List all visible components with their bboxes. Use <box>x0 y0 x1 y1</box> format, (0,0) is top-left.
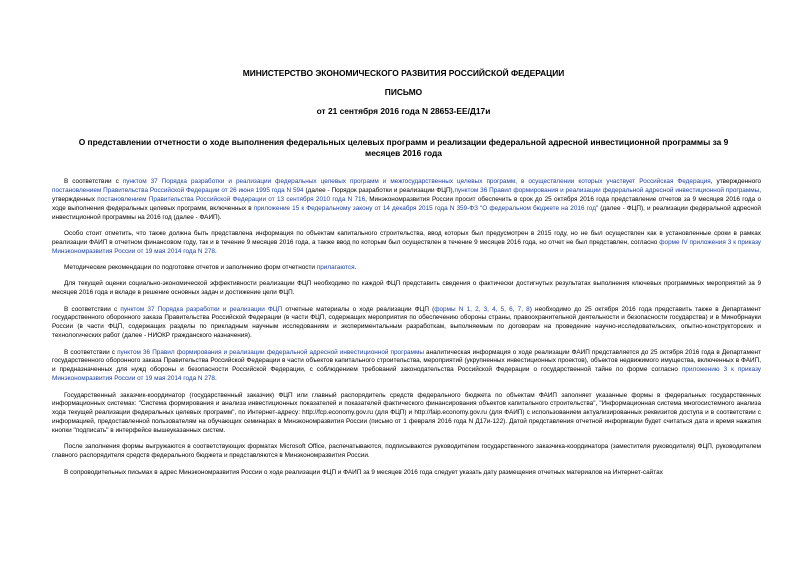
link-appendix-3[interactable]: приложению 3 к приказу Минэкономразвития России от 19 мая 2014 года N 278 <box>52 366 761 383</box>
paragraph-1: В соответствии с пунктом 37 Порядка разработки и реализации федеральных целевых программ и межгосударственных целевых программ, в осуществлении которых участвует Российская Федерация, утвержденного постановлением Правительства Российской Федерации от 26 июня 1995 года N 594 (далее - Порядок разработки и реализации ФЦП),пунктом 36 Правил формирования и реализации федеральной адресной инвестиционной программы, утвержденных постановлением Правительства Российской Федерации от 13 сентября 2010 года N 716, Минэкономразвития России просит обеспечить в срок до 25 октября 2016 года представление отчетов за 9 месяцев 2016 года о ходе выполнения федеральных целевых программ, включенных в приложение 15 к Федеральному закону от 14 декабря 2015 года N 359-ФЗ "О федеральном бюджете на 2016 год" (далее - ФЦП), и реализации федеральной адресной инвестиционной программы на 2016 год (далее - ФАИП). <box>52 178 761 221</box>
document-type: ПИСЬМО <box>384 87 423 97</box>
paragraph-6: В соответствии с пунктом 36 Правил формирования и реализации федеральной адресной инвестиционной программы аналитическая информация о ходе реализации ФАИП представляется до 25 октября 2016 года в Департамент государственного оборонного заказа Правительства Российской Федерации в части объектов капитального строительства, мероприятий (укрупненных инвестиционных проектов), объектов недвижимого имущества, включенных в ФАИП, и предназначенных для нужд обороны и безопасности Российской Федерации, с соблюдением требований законодательства Российской Федерации о государственной тайне по форме согласно приложению 3 к приказу Минэкономразвития России от 19 мая 2014 года N 278. <box>52 348 761 383</box>
paragraph-8: После заполнения формы выгружаются в соответствующих форматах Microsoft Office, распечатываются, подписываются руководителем государственного заказчика-координатора (заместителя руководителя) ФЦП, руководителем главного распорядителя средств федерального бюджета и представляются в Минэкономразвития России. <box>52 443 761 460</box>
link-federal-law-359[interactable]: приложение 15 к Федеральному закону от 14 декабря 2015 года N 359-ФЗ "О федеральном бюджете на 2016 год" <box>253 204 599 212</box>
link-decree-716[interactable]: постановлением Правительства Российской Федерации от 13 сентября 2010 года N 716 <box>97 195 366 203</box>
paragraph-7: Государственный заказчик-координатор (государственный заказчик) ФЦП или главный распорядитель средств федерального бюджета по объектам ФАИП заполняет указанные формы в федеральных государственных информационных системах: "Система формирования и анализа инвестиционных показателей и показателей фактического финансирования объектов капитального строительства", "Информационная система многосистемного анализа хода текущей реализации федеральных целевых программ", по Интернет-адресу: http://fcp.economy.gov.ru (для ФЦП) и http://faip.economy.gov.ru (для ФАИП) с использованием актуализированных реквизитов доступа и в соответствии с информацией, предоставленной пользователям на обучающих семинарах в Минэкономразвития России (письмо от 1 февраля 2016 года N Д17и-122). Датой представления отчетной информации будет считаться дата и время нажатия кнопки "подписать" в интерфейсе вышеуказанных систем. <box>52 391 761 435</box>
link-order-point-37[interactable]: пунктом 37 Порядка разработки и реализации федеральных целевых программ и межгосударственных целевых программ, в осуществлении которых участвует Российская Федерация <box>122 178 711 185</box>
ministry-heading: МИНИСТЕРСТВО ЭКОНОМИЧЕСКОГО РАЗВИТИЯ РОССИЙСКОЙ ФЕДЕРАЦИИ <box>242 68 565 78</box>
link-attached[interactable]: прилагаются <box>316 264 355 272</box>
link-decree-594[interactable]: постановлением Правительства Российской Федерации от 26 июня 1995 года N 594 <box>52 186 304 194</box>
paragraph-2: Особо стоит отметить, что также должна быть представлена информация по объектам капитального строительства, ввод которых был предусмотрен в 2015 году, но не был осуществлен как в установленные сроки в рамках реализации ФАИП в отчетном финансовом году, так и в течение 9 месяцев 2016 года, а также ввод по которым был осуществлен в течение 9 месяцев 2016 года, но отчет не был представлен, согласно форме IV приложения 3 к приказу Минэкономразвития России от 19 мая 2014 года N 278. <box>52 229 761 255</box>
link-order-point-37-fcp[interactable]: пунктом 37 Порядка разработки и реализации ФЦП <box>120 305 283 313</box>
link-forms-1-8[interactable]: формы N 1, 2, 3, 4, 5, 6, 7, 8 <box>434 305 530 313</box>
link-rules-point-36[interactable]: пунктом 36 Правил формирования и реализации федеральной адресной инвестиционной программы <box>454 186 760 194</box>
link-rules-point-36-faip[interactable]: пунктом 36 Правил формирования и реализации федеральной адресной инвестиционной программы <box>117 348 424 356</box>
document-body <box>52 178 761 485</box>
document-date-number: от 21 сентября 2016 года N 28653-ЕЕ/Д17и <box>316 106 491 116</box>
paragraph-3: Методические рекомендации по подготовке отчетов и заполнению форм отчетности прилагаются. <box>64 264 357 272</box>
document-title: О представлении отчетности о ходе выполнения федеральных целевых программ и реализации федеральной адресной инвестиционной программы за 9 месяцев 2016 года <box>78 137 729 158</box>
paragraph-9: В сопроводительных письмах в адрес Минэкономразвития России о ходе реализации ФЦП и ФАИП за 9 месяцев 2016 года следует указать дату размещения отчетных материалов на Интернет-сайтах <box>64 468 663 476</box>
link-form-iv[interactable]: форме IV приложения 3 к приказу Минэкономразвития России от 19 мая 2014 года N 278 <box>52 238 761 255</box>
paragraph-5: В соответствии с пунктом 37 Порядка разработки и реализации ФЦП отчетные материалы о ходе реализации ФЦП (формы N 1, 2, 3, 4, 5, 6, 7, 8) необходимо до 25 октября 2016 года представить также в Департамент государственного оборонного заказа Правительства Российской Федерации (в части ФЦП, содержащих мероприятия по обеспечению обороны страны, правоохранительной деятельности и безопасности государства) и в Минобрнауки России (в части ФЦП, содержащих разделы по прикладным научным исследованиям и экспериментальным разработкам, выполняемым по договорам на проведение научно-исследовательских, опытно-конструкторских и технологических работ (далее - НИОКР гражданского назначения). <box>52 305 762 340</box>
paragraph-4: Для текущей оценки социально-экономической эффективности реализации ФЦП необходимо по каждой ФЦП представить сведения о фактически достигнутых результатах выполнения ключевых программных мероприятий за 9 месяцев 2016 года и вкладе в решение основных задач и достижение цели ФЦП. <box>52 280 761 297</box>
